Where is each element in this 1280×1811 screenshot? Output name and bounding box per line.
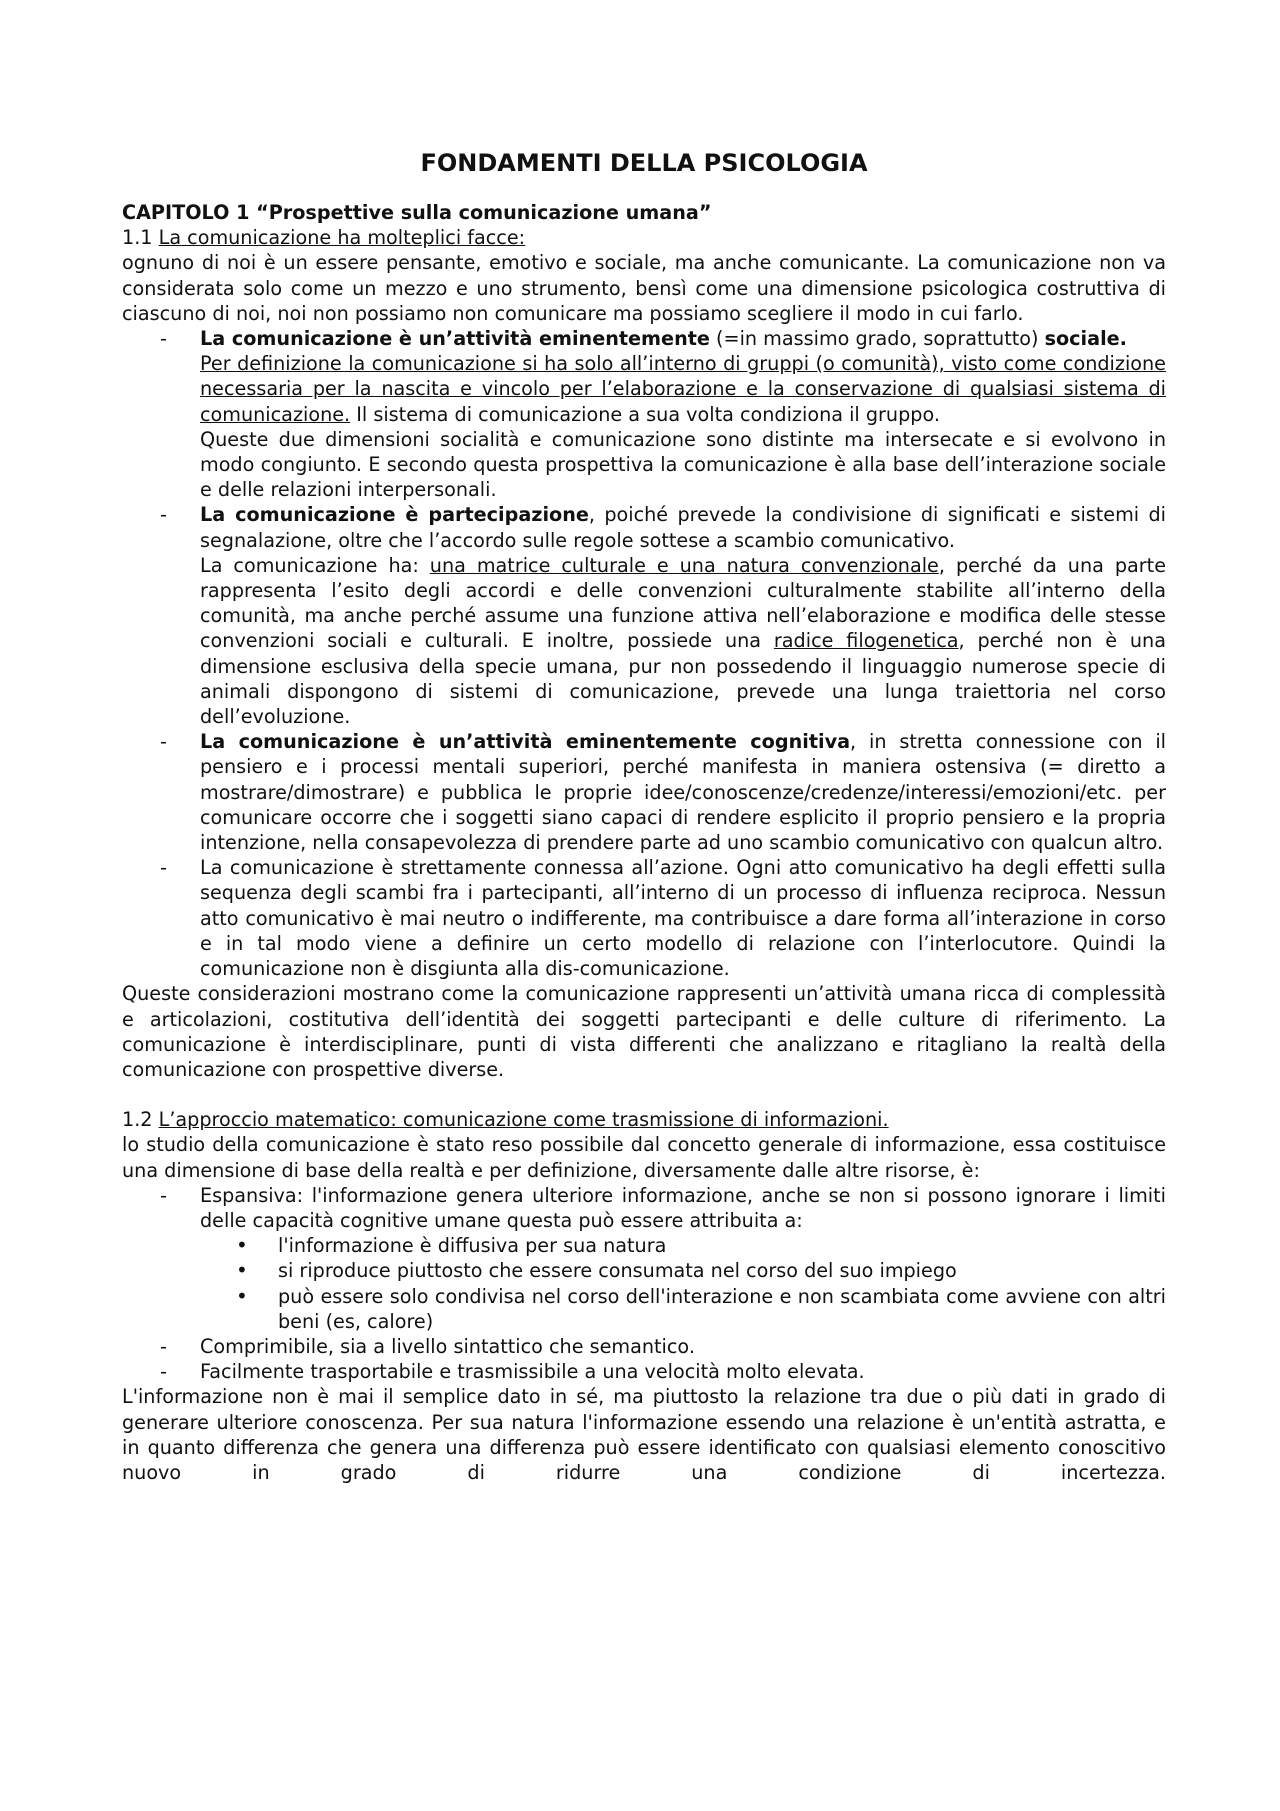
text-phrase: La comunicazione è strettamente connessa all’azione. Ogni atto comunicativo ha degli effetti sulla sequenza degli scambi fra i partecipanti, all’interno di un processo di influenza reciproca. Nessun atto comunicativo è mai neutro o indifferente, ma contribuisce a dare forma all’interazione in corso e in tal modo viene a definire un certo modello di relazione con l’interlocutore. Quindi la comunicazione non è disgiunta alla dis-comunicazione. — [200, 856, 1166, 981]
bullet-item: • l'informazione è diffusiva per sua natura — [200, 1233, 1166, 1258]
section-1-2-title: L’approccio matematico: comunicazione come trasmissione di informazioni. — [158, 1108, 889, 1132]
section-1-2-list — [122, 1183, 1166, 1385]
bullet-item: • si riproduce piuttosto che essere consumata nel corso del suo impiego — [200, 1258, 1166, 1283]
list-item-compressible: - Comprimibile, sia a livello sintattico che semantico. — [122, 1334, 1166, 1359]
underlined-phrase: Per definizione la comunicazione si ha solo all’interno di gruppi (o comunità), visto come condizione necessaria per la nascita e vincolo per l’elaborazione e la conservazione di qualsiasi sistema di comunicazione. — [200, 352, 1166, 426]
section-1-2-number: 1.2 — [122, 1108, 159, 1132]
bullet-item: • può essere solo condivisa nel corso dell'interazione e non scambiata come avviene con altri beni (es, calore) — [200, 1284, 1166, 1334]
underlined-phrase: una matrice culturale e una natura convenzionale — [429, 553, 939, 577]
section-1-2-conclusion: L'informazione non è mai il semplice dato in sé, ma piuttosto la relazione tra due o più dati in grado di generare ulteriore conoscenza. Per sua natura l'informazione essendo una relazione è un'entità astratta, e in quanto differenza che genera una differenza può essere identificato con qualsiasi elemento conoscitivo nuovo in grado di ridurre una condizione di incertezza. — [122, 1385, 1166, 1484]
section-1-1-number: 1.1 — [122, 226, 159, 250]
text-phrase: La comunicazione ha: — [200, 553, 430, 577]
section-1-1-title: La comunicazione ha molteplici facce: — [158, 226, 526, 250]
section-1-2-intro: lo studio della comunicazione è stato reso possibile dal concetto generale di informazione, essa costituisce una dimensione di base della realtà e per definizione, diversamente dalle altre risorse, è: — [122, 1133, 1166, 1182]
bullet-list — [200, 1233, 1166, 1334]
text-phrase: , poiché prevede la condivisione di significati e sistemi di segnalazione, oltre che l’accordo sulle regole sottese a scambio comunicativo. — [200, 503, 1166, 552]
document-title: FONDAMENTI DELLA PSICOLOGIA — [420, 149, 868, 177]
section-1-1-list — [122, 326, 1166, 981]
bold-phrase: La comunicazione è un’attività eminentemente cognitiva — [200, 730, 851, 754]
paragraph-gap — [122, 1082, 1166, 1107]
text-phrase: , perché non è una dimensione esclusiva della specie umana, pur non possedendo il linguaggio numerose specie di animali dispongono di sistemi di comunicazione, prevede una lunga traiettoria nel corso dell’evoluzione. — [200, 629, 1166, 729]
section-1-1-intro: ognuno di noi è un essere pensante, emotivo e sociale, ma anche comunicante. La comunicazione non va considerata solo come un mezzo e uno strumento, bensì come una dimensione psicologica costruttiva di ciascuno di noi, noi non possiamo non comunicare ma possiamo scegliere il modo in cui farlo. — [122, 251, 1166, 325]
chapter-heading: CAPITOLO 1 “Prospettive sulla comunicazione umana” — [122, 201, 712, 224]
text-phrase: , in stretta connessione con il pensiero e i processi mentali superiori, perché manifesta in maniera ostensiva (= diretto a mostrare/dimostrare) e pubblica le proprie idee/conoscenze/credenze/interessi/emozioni/etc. per comunicare occorre che i soggetti siano capaci di rendere esplicito il proprio pensiero e la propria intenzione, nella consapevolezza di prendere parte ad uno scambio comunicativo con qualcun altro. — [200, 730, 1166, 855]
text-phrase: , perché da una parte rappresenta l’esito degli accordi e delle convenzioni culturalmente stabilite all’interno della comunità, ma anche perché assume una funzione attiva nell’elaborazione e modifica delle stesse convenzioni sociali e culturali. E inoltre, possiede una — [200, 553, 1166, 653]
document-page — [122, 148, 1166, 1485]
bold-phrase: La comunicazione è partecipazione — [200, 503, 589, 527]
section-1-2-heading — [122, 1107, 1166, 1132]
text-phrase: (=in massimo grado, soprattutto) — [709, 327, 1045, 351]
section-1-1-conclusion: Queste considerazioni mostrano come la comunicazione rappresenti un’attività umana ricca di complessità e articolazioni, costitutiva dell’identità dei soggetti partecipanti e delle culture di riferimento. La comunicazione è interdisciplinare, punti di vista differenti che analizzano e ritagliano la realtà della comunicazione con prospettive diverse. — [122, 982, 1166, 1081]
text-phrase: Queste due dimensioni socialità e comunicazione sono distinte ma intersecate e si evolvono in modo congiunto. E secondo questa prospettiva la comunicazione è alla base dell’interazione sociale e delle relazioni interpersonali. — [200, 427, 1166, 502]
list-item-participation — [122, 502, 1166, 729]
bold-phrase: La comunicazione è un’attività eminentemente — [200, 327, 710, 351]
text-phrase: Espansiva: l'informazione genera ulteriore informazione, anche se non si possono ignorare i limiti delle capacità cognitive umane questa può essere attribuita a: — [200, 1183, 1166, 1232]
bold-phrase: sociale. — [1044, 327, 1127, 351]
list-item-expansive — [122, 1183, 1166, 1334]
list-item-transportable: - Facilmente trasportabile e trasmissibile a una velocità molto elevata. — [122, 1359, 1166, 1384]
section-1-1-heading — [122, 225, 1166, 250]
list-item-cognitive — [122, 729, 1166, 855]
underlined-phrase: radice filogenetica — [773, 629, 959, 653]
list-item-social — [122, 326, 1166, 502]
text-phrase: Il sistema di comunicazione a sua volta condiziona il gruppo. — [350, 402, 940, 426]
list-item-action — [122, 855, 1166, 981]
